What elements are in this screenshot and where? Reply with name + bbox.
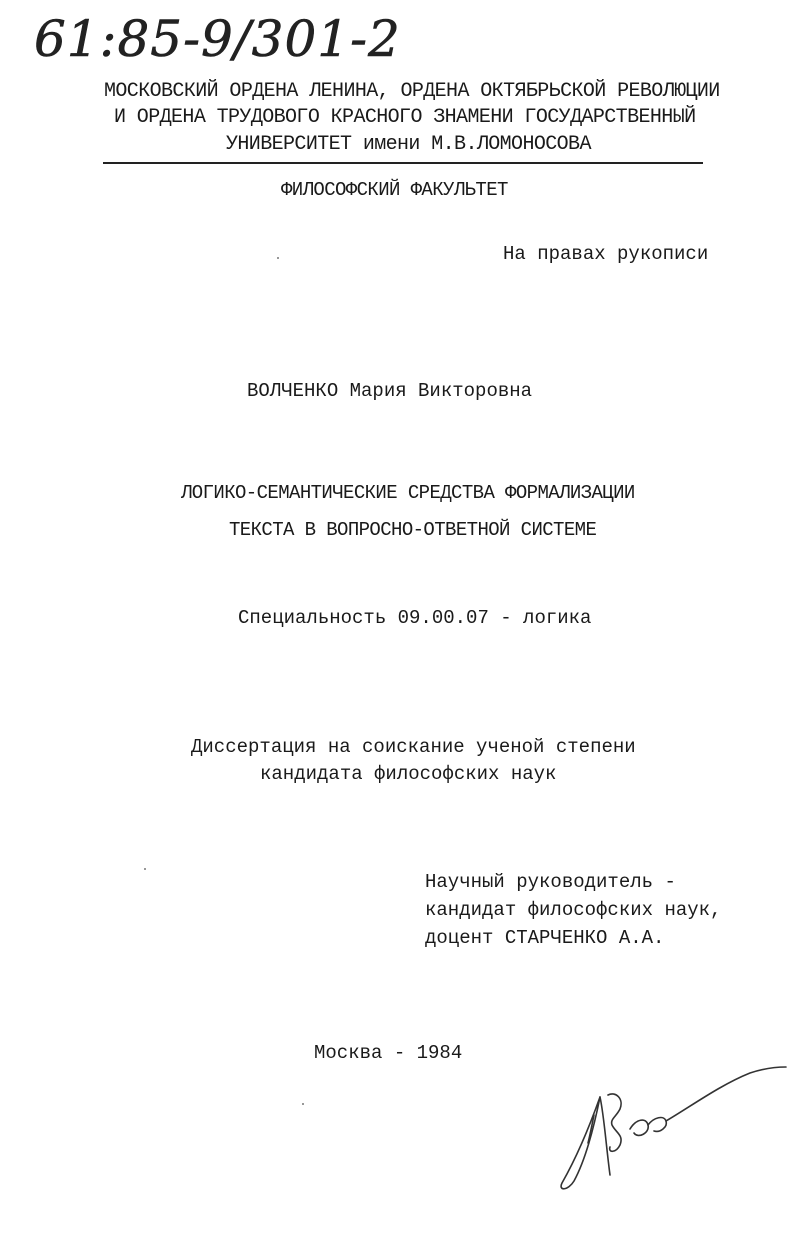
scan-speck: [144, 868, 146, 870]
university-line-3: УНИВЕРСИТЕТ имени М.В.ЛОМОНОСОВА: [226, 133, 591, 156]
city-year: Москва - 1984: [314, 1042, 463, 1064]
manuscript-note: На правах рукописи: [503, 243, 709, 265]
university-line-2: И ОРДЕНА ТРУДОВОГО КРАСНОГО ЗНАМЕНИ ГОСУДАРСТВЕННЫЙ: [114, 106, 696, 129]
supervisor-line-2: кандидат философских наук,: [425, 899, 722, 921]
supervisor-line-1: Научный руководитель -: [425, 871, 676, 893]
thesis-title-line-1: ЛОГИКО-СЕМАНТИЧЕСКИЕ СРЕДСТВА ФОРМАЛИЗАЦИИ: [181, 482, 635, 504]
scan-speck: [302, 1103, 304, 1105]
dissertation-degree-line-1: Диссертация на соискание ученой степени: [191, 736, 636, 758]
dissertation-degree-line-2: кандидата философских наук: [260, 763, 557, 785]
thesis-title-line-2: ТЕКСТА В ВОПРОСНО-ОТВЕТНОЙ СИСТЕМЕ: [229, 519, 597, 541]
signature: [550, 1055, 790, 1205]
faculty-name: ФИЛОСОФСКИЙ ФАКУЛЬТЕТ: [281, 179, 508, 201]
specialty: Специальность 09.00.07 - логика: [238, 607, 592, 629]
scan-speck: [277, 257, 279, 259]
handwritten-archive-number: [30, 4, 450, 70]
author-name: ВОЛЧЕНКО Мария Викторовна: [247, 380, 533, 402]
supervisor-line-3: доцент СТАРЧЕНКО А.А.: [425, 927, 665, 949]
archive-number-text: 61:85-9/301-2: [34, 10, 401, 68]
university-line-1: МОСКОВСКИЙ ОРДЕНА ЛЕНИНА, ОРДЕНА ОКТЯБРЬСКОЙ РЕВОЛЮЦИИ: [104, 80, 720, 103]
header-divider: [103, 162, 703, 164]
